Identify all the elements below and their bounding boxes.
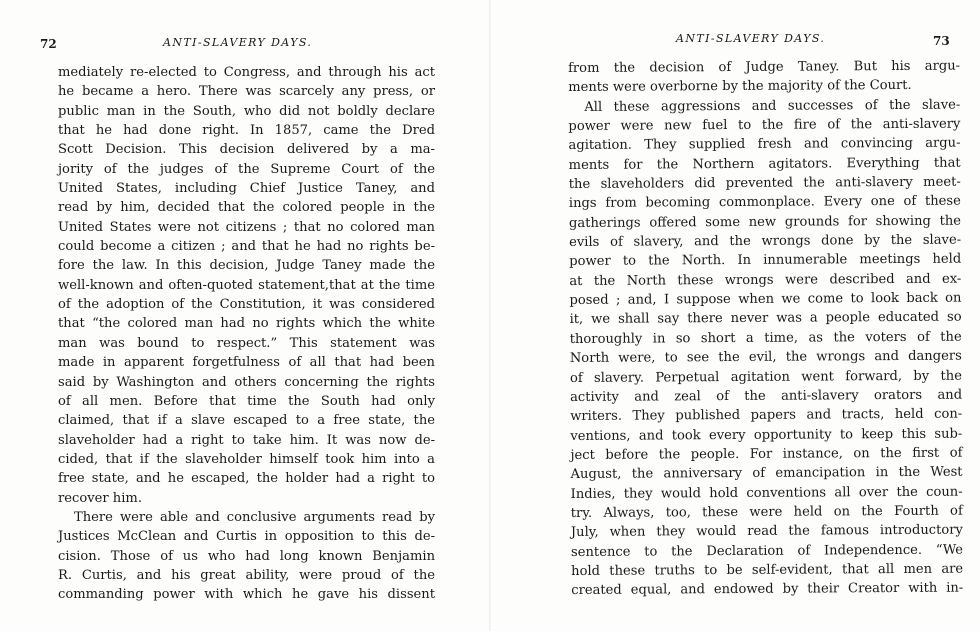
- text-line: posed ; and, I suppose when we come to look back on: [569, 290, 962, 309]
- text-line: at the North these wrongs were described and ex-: [569, 271, 962, 289]
- left-page-number: 72: [40, 37, 57, 51]
- right-page-number: 73: [933, 34, 950, 48]
- right-page-body: [568, 57, 963, 601]
- text-line: gatherings offered some new grounds for showing the: [568, 213, 962, 231]
- text-line: August, the anniversary of emancipation in the West: [570, 464, 963, 483]
- left-running-header: ANTI-SLAVERY DAYS.: [163, 36, 313, 49]
- text-line: Indies, they would hold conventions all over the coun-: [570, 484, 963, 502]
- text-line: sentence to the Declaration of Independence. “We: [570, 542, 964, 560]
- text-line: read by him, decided that the colored people in the: [58, 200, 435, 216]
- text-line: United States were not citizens ; that no colored man: [58, 219, 435, 235]
- text-line: ventions, and took every opportunity to keep this sub-: [570, 426, 963, 444]
- text-line: ings from becoming commonplace. Every one of these: [568, 194, 961, 212]
- text-line: commanding power with which he gave his dissent: [58, 587, 435, 603]
- text-line: public man in the South, who did not boldly declare: [58, 103, 435, 119]
- text-line: said by Washington and others concerning the rights: [58, 374, 435, 390]
- text-line: free state, and he escaped, the holder had a right to: [58, 471, 435, 487]
- text-line: of all men. Before that time the South had only: [58, 393, 435, 409]
- text-line: the slaveholders did prevented the anti-slavery meet-: [568, 174, 961, 193]
- text-line: recover him.: [58, 490, 142, 506]
- text-line: jority of the judges of the Supreme Court of the: [58, 161, 435, 177]
- text-line: agitation. They supplied fresh and convincing argu-: [568, 135, 961, 154]
- text-line: try. Always, too, these were held on the Fourth of: [570, 503, 963, 521]
- text-line: power to the North. In innumerable meetings held: [569, 252, 962, 270]
- text-line: All these aggressions and successes of the slave-: [584, 97, 961, 115]
- text-line: it, we shall say there never was a people educated so: [569, 310, 962, 328]
- text-line: activity and zeal of the anti-slavery orators and: [570, 387, 963, 405]
- text-line: could become a citizen ; and that he had no rights be-: [58, 239, 435, 255]
- text-line: Justices McClean and Curtis in opposition to this de-: [58, 529, 435, 545]
- text-line: ments for the Northern agitators. Everything that: [568, 155, 961, 173]
- text-line: cision. Those of us who had long known Benjamin: [58, 548, 435, 564]
- text-line: power were new fuel to the fire of the anti-slavery: [568, 116, 961, 135]
- text-line: that “the colored man had no rights which the white: [58, 316, 435, 332]
- text-line: slaveholder had a right to take him. It was now de-: [58, 432, 435, 448]
- right-running-header: ANTI-SLAVERY DAYS.: [676, 32, 826, 45]
- text-line: North were, to see the evil, the wrongs and dangers: [569, 348, 962, 367]
- text-line: he became a hero. There was scarcely any press, or: [58, 84, 435, 100]
- text-line: mediately re-elected to Congress, and through his act: [58, 65, 435, 80]
- text-line: United States, including Chief Justice Taney, and: [58, 181, 435, 197]
- text-line: July, when they would read the famous introductory: [570, 522, 963, 541]
- text-line: that he had done right. In 1857, came the Dred: [58, 123, 435, 139]
- book-gutter: [489, 0, 491, 631]
- text-line: R. Curtis, and his great ability, were proud of the: [58, 567, 435, 583]
- text-line: writers. They published papers and tracts, held con-: [570, 406, 963, 425]
- text-line: cided, that if the slaveholder himself took him into a: [58, 451, 435, 467]
- text-line: Scott Decision. This decision delivered by a ma-: [58, 142, 435, 158]
- text-line: made in apparent forgetfulness of all that had been: [58, 355, 435, 371]
- text-line: from the decision of Judge Taney. But his argu-: [568, 58, 961, 76]
- text-line: fore the law. In this decision, Judge Taney made the: [58, 258, 435, 274]
- text-line: created equal, and endowed by their Creator with in-: [571, 580, 964, 599]
- text-line: thoroughly in so short a time, as the voters of the: [569, 329, 962, 347]
- text-line: ments were overborne by the majority of the Court.: [568, 78, 912, 96]
- text-line: claimed, that if a slave escaped to a free state, the: [58, 413, 435, 429]
- text-line: man was bound to respect.” This statement was: [58, 335, 435, 351]
- text-line: evils of slavery, and the wrongs done by the slave-: [569, 232, 962, 251]
- text-line: of the adoption of the Constitution, it was considered: [58, 297, 435, 313]
- text-line: There were able and conclusive arguments read by: [74, 509, 435, 525]
- text-line: hold these truths to be self-evident, that all men are: [571, 561, 964, 579]
- text-line: ject before the people. For instance, on the first of: [570, 445, 963, 463]
- text-line: well-known and often-quoted statement,that at the time: [58, 277, 435, 293]
- text-line: of slavery. Perpetual agitation went forward, by the: [569, 368, 962, 386]
- left-page-body: [58, 63, 435, 605]
